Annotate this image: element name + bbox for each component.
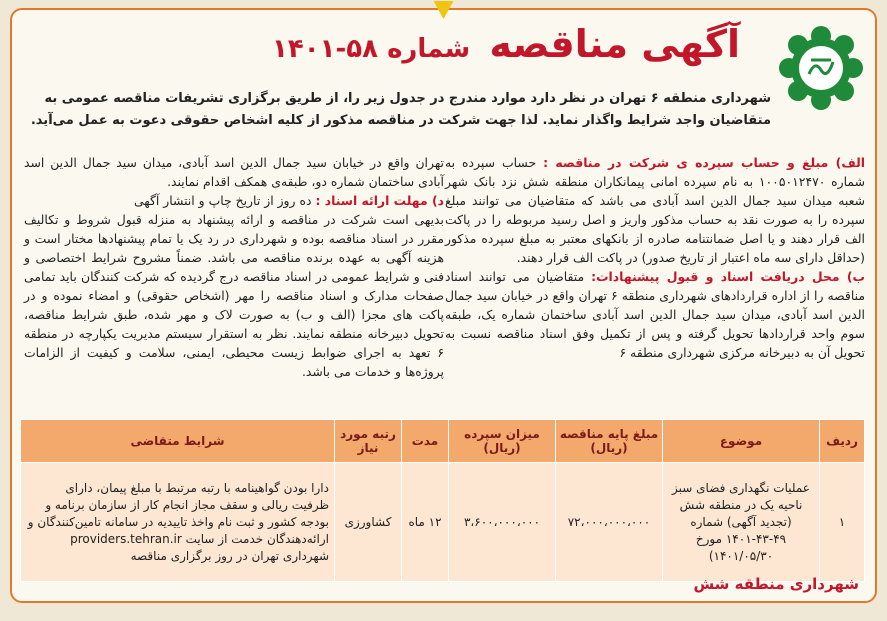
header-grade: رتبه مورد نیاز bbox=[335, 420, 402, 463]
header-deposit: میزان سپرده (ریال) bbox=[449, 420, 556, 463]
cell-base-amount: ۷۲،۰۰۰،۰۰۰،۰۰۰ bbox=[556, 463, 663, 582]
header-index: ردیف bbox=[820, 420, 865, 463]
title-text: آگهی مناقصه bbox=[489, 22, 740, 66]
tender-table bbox=[20, 419, 865, 582]
table-header-row bbox=[21, 420, 865, 463]
tender-notice bbox=[10, 8, 877, 603]
tehran-municipality-logo-icon bbox=[777, 24, 865, 112]
section-a-heading: الف) مبلغ و حساب سپرده ی شرکت در مناقصه : bbox=[543, 155, 865, 170]
right-column bbox=[445, 153, 865, 362]
section-d-body: ده روز از تاریخ چاپ و انتشار آگهی bbox=[133, 193, 312, 208]
header-subject: موضوع bbox=[663, 420, 820, 463]
section-d-heading: د) مهلت ارائه اسناد : bbox=[315, 193, 444, 208]
section-a-body: حساب سپرده به شماره ۱۰۰۵۰۱۲۴۷۰ به نام سپرده امانی پیمانکاران منطقه شش نزد بانک شهر شعبه میدان سید جمال الدین اسد آبادی می باشد که متقاضیان می توانند مبلغ سپرده را به صورت نقد به حساب مذکور واریز و اصل رسید مربوطه را در پاکت الف قرار دهند و یا اصل ضمانتنامه صادره از بانکهای معتبر به مبلغ سپرده مذکور (حداقل دارای سه ماه اعتبار از تاریخ صدور) در پاکت الف قرار دهند. bbox=[445, 155, 865, 265]
cell-duration: ۱۲ ماه bbox=[402, 463, 449, 582]
cell-index: ۱ bbox=[820, 463, 865, 582]
section-b-continuation: تهران واقع در خیابان سید جمال الدین اسد آبادی، میدان سید جمال الدین اسد آبادی ساختمان شماره دو، طبقه‌ی همکف اقدام نمایند. bbox=[24, 155, 444, 189]
cell-conditions: دارا بودن گواهینامه با رتبه مرتبط با مبلغ پیمان، دارای ظرفیت ریالی و سقف مجاز انجام کار از سازمان برنامه و بودجه کشور و ثبت نام واخذ تاییدیه در سامانه تامین‌کنندگان و ارائه‌دهندگان خدمت از سایت providers.tehran.ir شهرداری تهران در روز برگزاری مناقصه bbox=[21, 463, 335, 582]
header-base-amount: مبلغ پایه مناقصه (ریال) bbox=[556, 420, 663, 463]
cell-subject: عملیات نگهداری فضای سبز ناحیه یک در منطقه شش (تجدید آگهی) شماره ۴۹-۴۳-۱۴۰۱ مورخ ۱۴۰۱/۰۵/۳۰) bbox=[663, 463, 820, 582]
header-duration: مدت bbox=[402, 420, 449, 463]
section-b-body: متقاضیان می توانند اسناد مناقصه را از اداره قراردادهای شهرداری منطقه ۶ تهران واقع در خیابان سید جمال الدین اسد آبادی، میدان سید جمال الدین اسد آبادی ساختمان شماره یک، طبقه سوم واحد قراردادها تحویل گرفته و پس از تکمیل وفق اسناد مناقصه نسبت به تحویل آن به دبیرخانه مرکزی شهرداری منطقه ۶ bbox=[445, 269, 865, 360]
section-b-heading: ب) محل دریافت اسناد و قبول پیشنهادات: bbox=[591, 269, 865, 284]
intro-paragraph: شهرداری منطقه ۶ تهران در نظر دارد موارد مندرج در جدول زیر را، از طریق برگزاری تشریفات مناقصه عمومی به متقاضیان واجد شرایط واگذار نماید. لذا جهت شرکت در مناقصه مذکور از کلیه اشخاص حقوقی دعوت به عمل می‌آید. bbox=[30, 91, 771, 128]
left-column bbox=[24, 153, 444, 381]
header-conditions: شرایط متقاضی bbox=[21, 420, 335, 463]
cell-grade: کشاورزی bbox=[335, 463, 402, 582]
page-title bbox=[272, 22, 740, 66]
table-row bbox=[21, 463, 865, 582]
general-note: بدیهی است شرکت در مناقصه و ارائه پیشنهاد به منزله قبول شروط و تکالیف مقرر در اسناد مناقصه بوده و شهرداری در رد یک یا تمام پیشنهادها مختار است و هزینه آگهی به عهده برنده مناقصه می باشد. ضمناً مشروح شرایط اختصاصی و فنی و شرایط عمومی در اسناد مناقصه درج گردیده که شرکت کنندگان باید تمامی صفحات مدارک و اسناد مناقصه را مهر (اشخاص حقوقی) و امضاء نموده و در پاکت های مجزا (الف و ب) به صورت لاک و مهر شده، طبق شرایط مناقصه، تحویل دبیرخانه منطقه نمایند. نظر به استقرار سیستم مدیریت یکپارچه در منطقه ۶ تعهد به اجرای ضوابط زیست محیطی، ایمنی، سلامت و کیفیت از الزامات پروژه‌ها و خدمات می باشد. bbox=[24, 212, 444, 379]
title-number: شماره ۵۸-۱۴۰۱ bbox=[272, 34, 471, 64]
ribbon-decoration bbox=[434, 1, 454, 19]
cell-deposit: ۳،۶۰۰،۰۰۰،۰۰۰ bbox=[449, 463, 556, 582]
footer-signature: شهرداری منطقه شش bbox=[693, 575, 859, 593]
